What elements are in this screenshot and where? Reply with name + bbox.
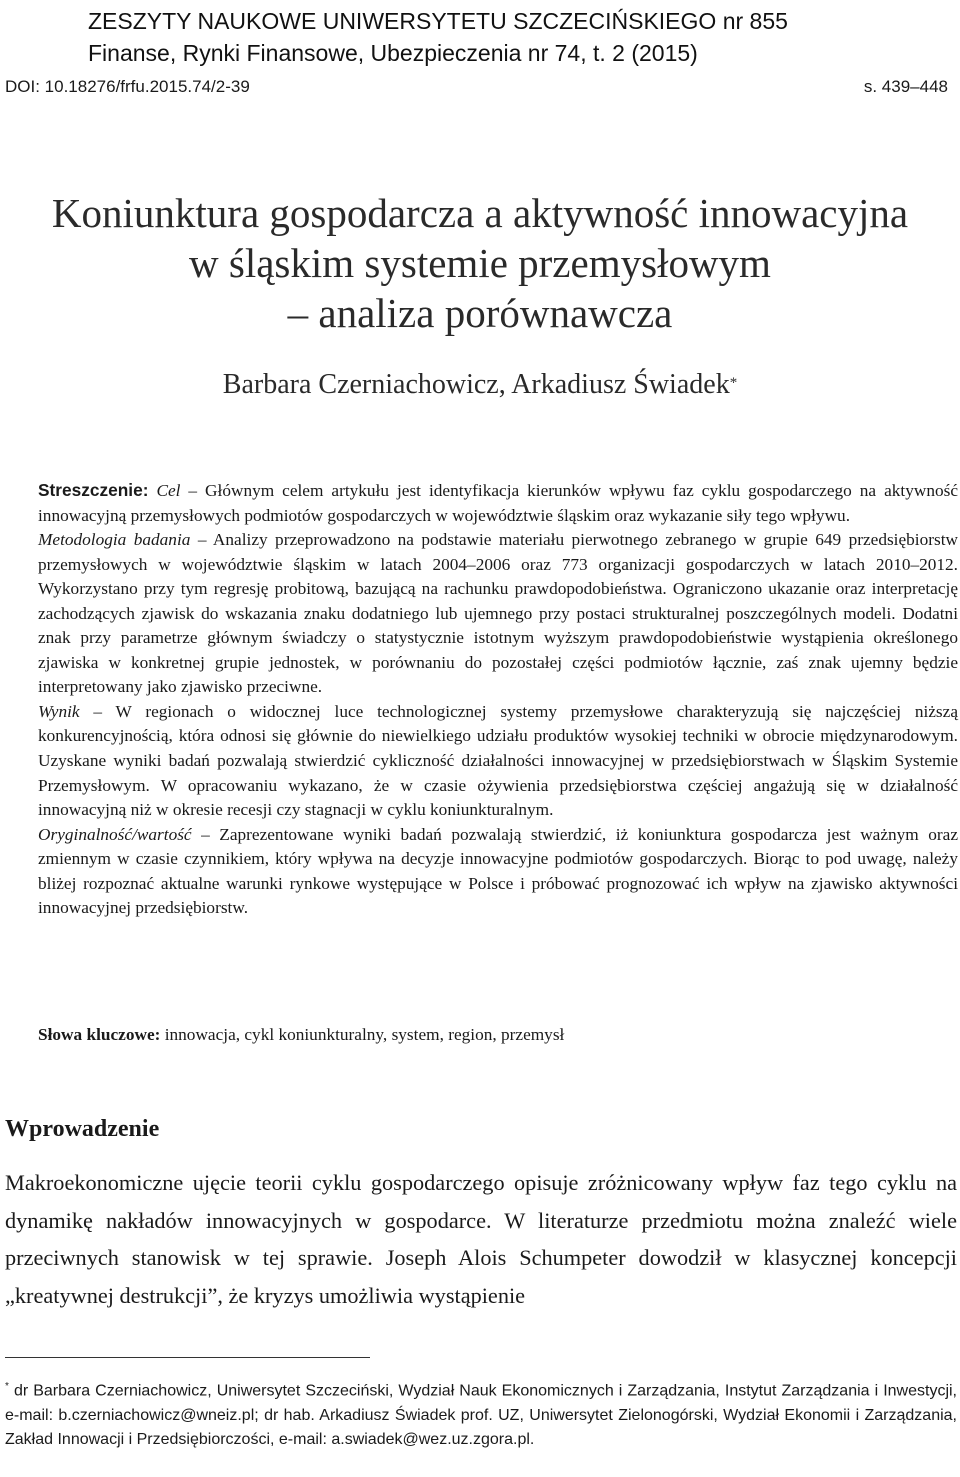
section-heading: Wprowadzenie [5,1116,160,1142]
doi: DOI: 10.18276/frfu.2015.74/2-39 [5,77,250,96]
keywords-label: Słowa kluczowe: [38,1025,161,1044]
title-line-1: Koniunktura gospodarcza a aktywność innowacyjna [51,190,909,236]
journal-name: ZESZYTY NAUKOWE UNIWERSYTETU SZCZECIŃSKIEGO nr 855 [88,8,788,34]
page-range: s. 439–448 [863,77,948,96]
intro-paragraph: Makroekonomiczne ujęcie teorii cyklu gospodarczego opisuje zróżnicowany wpływ faz tego cyklu na dynamikę nakładów innowacyjnych w gospodarce. W literaturze przedmiotu można znaleźć wiele przeciwnych stanowisk w tej sprawie. Joseph Alois Schumpeter dowodził w klasycznej koncepcji „kreatywnej destrukcji”, że kryzys umożliwia wystąpienie [5,1170,957,1309]
method-text: – Analizy przeprowadzono na podstawie materiału pierwotnego zebranego w grupie 649 przedsiębiorstw przemysłowych w województwie śląskim w latach 2004–2006 oraz 773 organizacji gospodarczych w latach 2010–2012. Wykorzystano przy tym regresję probitową, bazującą na rachunku prawdopodobieństwa. Ograniczono ukazanie oraz interpretację zachodzących zjawisk do wskazania znaku dodatniego lub ujemnego przy postaci strukturalnej poszczególnych modeli. Dodatni znak przy parametrze głównym świadczy o statystycznie istotnym wyższym prawdopodobieństwie wystąpienia określonego zjawiska w konkretnej grupie jednostek, w porównaniu do pozostałej części podmiotów łącznie, zaś znak ujemny będzie interpretowany jako zjawisko przeciwne. [38,530,958,697]
keywords [38,1023,564,1047]
originality-text: – Zaprezentowane wyniki badań pozwalają stwierdzić, iż koniunktura gospodarcza jest ważnym oraz zmiennym w czasie czynnikiem, który wpływa na decyzje innowacyjne podmiotów gospodarczych. Biorąc to pod uwagę, należy bliżej rozpoznać aktualne warunki rynkowe występujące w Polsce i próbować prognozować ich wpływ na zjawisko aktywności innowacyjnej przedsiębiorstw. [38,824,958,918]
title-line-3: – analiza porównawcza [287,290,673,336]
originality-label: Oryginalność/wartość [38,824,192,844]
abstract-label: Streszczenie: [38,480,149,500]
author-names: Barbara Czerniachowicz, Arkadiusz Świadek [222,369,730,400]
result-text: – W regionach o widocznej luce technologicznej systemy przemysłowe charakteryzują się najczęściej niższą konkurencyjnością, która odnosi się głównie do niewielkiego udziału produktów wysokiej techniki w obrocie międzynarodowym. Uzyskane wyniki badań pozwalają stwierdzić cykliczność działalności innowacyjnej w przedsiębiorstwach w Śląskim Systemie Przemysłowym. W opracowaniu wykazano, że w czasie ożywienia przedsiębiorstwa częściej angażują się w działalność innowacyjną niż w okresie recesji czy stagnacji w cyklu koniunkturalnym. [38,701,958,820]
abstract-originality [38,823,958,921]
keywords-text: innowacja, cykl koniunkturalny, system, region, przemysł [160,1025,565,1044]
author-footnote-mark: * [729,375,738,391]
article-title [0,188,960,338]
abstract [38,478,958,921]
footnote-text: dr Barbara Czerniachowicz, Uniwersytet Szczeciński, Wydział Nauk Ekonomicznych i Zarządzania, Instytut Zarządzania i Inwestycji, e-mail: b.czerniachowicz@wneiz.pl; dr hab. Arkadiusz Świadek prof. UZ, Uniwersytet Zielonogórski, Wydział Ekonomii i Zarządzania, Zakład Innowacji i Przedsiębiorczości, e-mail: a.swiadek@wez.uz.zgora.pl. [5,1382,957,1449]
footnote [5,1375,957,1453]
abstract-result [38,700,958,823]
aim-label: Cel [156,481,181,500]
footnote-divider [5,1357,370,1358]
aim-text: – Głównym celem artykułu jest identyfikacja kierunków wpływu faz cyklu gospodarczego na aktywność innowacyjną przemysłowych podmiotów gospodarczych w województwie śląskim oraz wykazanie siły tego wpływu. [38,481,958,525]
method-label: Metodologia badania [38,530,191,550]
authors [0,368,960,402]
abstract-aim [38,478,958,528]
journal-series: Finanse, Rynki Finansowe, Ubezpieczenia nr 74, t. 2 (2015) [88,40,698,66]
abstract-method [38,528,958,700]
title-line-2: w śląskim systemie przemysłowym [189,240,771,286]
footnote-mark: * [5,1381,9,1392]
result-label: Wynik [38,701,80,721]
